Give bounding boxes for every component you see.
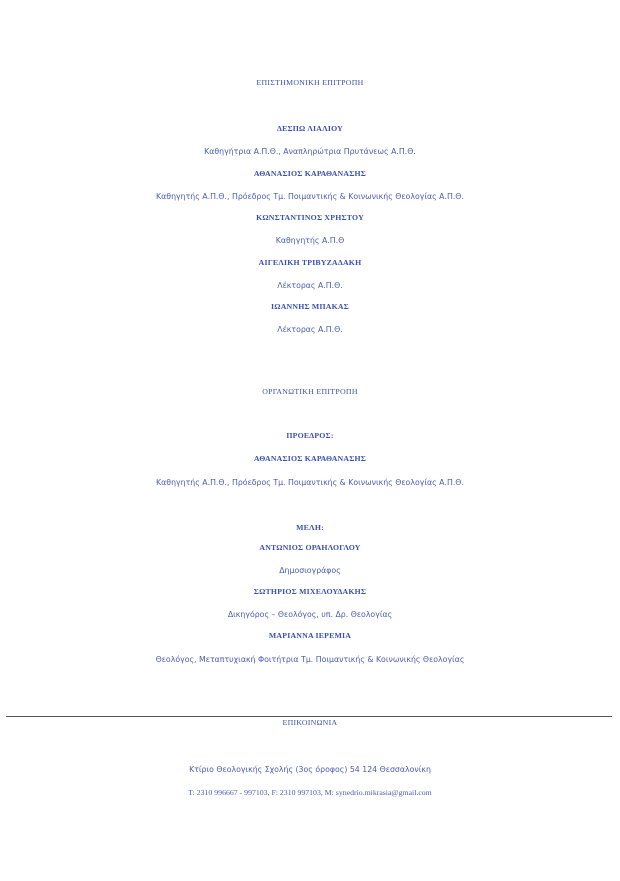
member-role: Καθηγητής Α.Π.Θ., Πρόεδρος Τμ. Ποιμαντικής & Κοινωνικής Θεολογίας Α.Π.Θ. (156, 478, 464, 487)
member-name: ΙΩΑΝΝΗΣ ΜΠΑΚΑΣ (271, 302, 349, 311)
member-role: Λέκτορας Α.Π.Θ. (277, 281, 343, 290)
contact-title: ΕΠΙΚΟΙΝΩΝΙΑ (282, 718, 338, 727)
member-role: Καθηγήτρια Α.Π.Θ., Αναπληρώτρια Πρυτάνεως Α.Π.Θ. (204, 147, 416, 156)
contact-phones-email: T: 2310 996667 - 997103, F: 2310 997103, M: synedrio.mikrasia@gmail.com (188, 788, 432, 797)
member-role: Καθηγητής Α.Π.Θ (275, 236, 345, 245)
contact-address: Κτίριο Θεολογικής Σχολής (3ος όροφος) 54 124 Θεσσαλονίκη (189, 765, 431, 774)
member-role: Δικηγόρος – Θεολόγος, υπ. Δρ. Θεολογίας (227, 610, 393, 619)
member-role: Θεολόγος, Μεταπτυχιακή Φοιτήτρια Τμ. Ποιμαντικής & Κοινωνικής Θεολογίας (155, 655, 465, 664)
member-name: ΑΘΑΝΑΣΙΟΣ ΚΑΡΑΘΑΝΑΣΗΣ (253, 454, 367, 463)
member-name: ΚΩΝΣΤΑΝΤΙΝΟΣ ΧΡΗΣΤΟΥ (256, 213, 364, 222)
president-label: ΠΡΟΕΔΡΟΣ: (286, 431, 334, 440)
section-divider (6, 716, 612, 717)
member-role: Δημοσιογράφος (279, 566, 341, 575)
member-role: Λέκτορας Α.Π.Θ. (277, 325, 343, 334)
member-name: ΜΑΡΙΑΝΝΑ ΙΕΡΕΜΙΑ (268, 631, 352, 640)
member-name: ΑΘΑΝΑΣΙΟΣ ΚΑΡΑΘΑΝΑΣΗΣ (253, 169, 367, 178)
members-label: ΜΕΛΗ: (296, 523, 324, 532)
member-name: ΔΕΣΠΩ ΛΙΑΛΙΟΥ (277, 124, 343, 133)
member-name: ΑΝΤΩΝΙΟΣ ΟΡΑΗΛΟΓΛΟΥ (259, 543, 361, 552)
member-role: Καθηγητής Α.Π.Θ., Πρόεδρος Τμ. Ποιμαντικής & Κοινωνικής Θεολογίας Α.Π.Θ. (156, 192, 464, 201)
member-name: ΑΙΓΕΛΙΚΗ ΤΡΙΒΥΖΑΔΑΚΗ (258, 258, 362, 267)
member-name: ΣΩΤΗΡΙΟΣ ΜΙΧΕΛΟΥΔΑΚΗΣ (253, 587, 367, 596)
organizing-committee-title: ΟΡΓΑΝΩΤΙΚΗ ΕΠΙΤΡΟΠΗ (262, 387, 358, 396)
scientific-committee-title: ΕΠΙΣΤΗΜΟΝΙΚΗ ΕΠΙΤΡΟΠΗ (256, 78, 364, 87)
